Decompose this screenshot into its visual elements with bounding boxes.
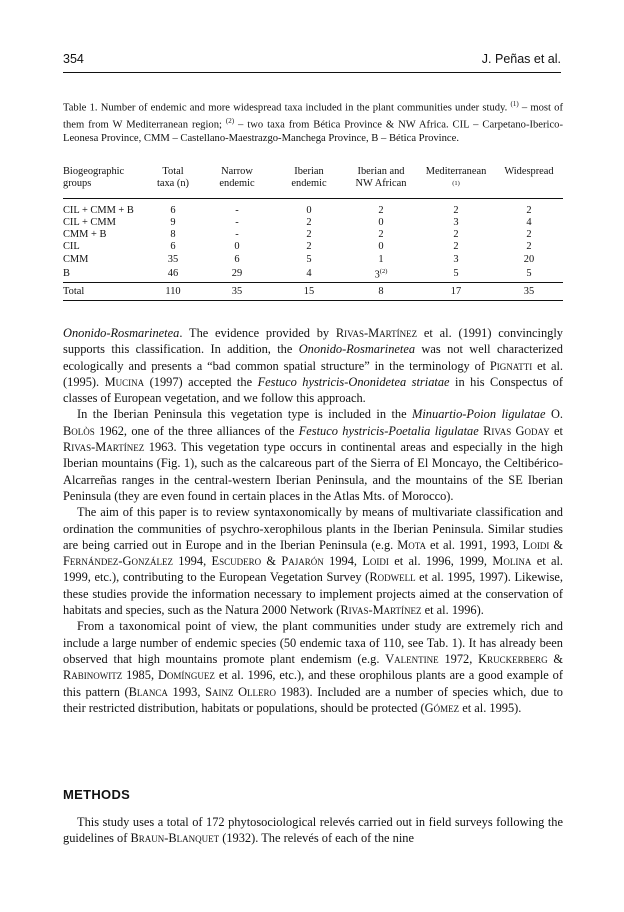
- col-header-iberian-nw: Iberian and NW African: [355, 166, 407, 190]
- paragraph: In the Iberian Peninsula this vegetation type is included in the Minuartio-Poion ligulatae O. Bolòs 1962, one of the three alliances of the Festuco hystricis-Poetalia ligulatae Rivas Goday et Rivas-Martínez 1963. This vegetation type occurs in continental areas and especially in the high Iberian mountains (Fig. 1), such as the calcareous part of the Sierra of El Moncayo, the Celtibérico-Alcarreñas ranges in the central-western Iberian Peninsula, and the mountains of the SE Iberian Peninsula (they are even found in certain places in the Atlas Mts. of Morocco).: [63, 407, 563, 503]
- col-header-biogeographic: Biogeographic groups: [63, 166, 125, 190]
- paragraph: The aim of this paper is to review syntaxonomically by means of multivariate classification and ordination the communities of psychro-xerophilous plants in the Iberian Peninsula. Similar studies are being carried out in Europe and in the Iberian Peninsula (e.g. Mota et al. 1991, 1993, Loidi & Fernández-González 1994, Escudero & Pajarón 1994, Loidi et al. 1996, 1999, Molina et al. 1999, etc.), contributing to the European Vegetation Survey (Rodwell et al. 1995, 1997). Likewise, these studies provide the information necessary to implement projects aimed at the conservation of habitats and species, such as the Natura 2000 Network (Rivas-Martínez et al. 1996).: [63, 505, 564, 618]
- col-header-widespread: Widespread: [504, 166, 554, 177]
- section-heading-methods: METHODS: [63, 787, 131, 802]
- table-footnote-mark: (2): [379, 267, 388, 275]
- table-caption: Table 1. Number of endemic and more widespread taxa included in the plant communities under study. $^{(1)}$ – most of them from W Mediterranean region; $^{(2)}$ – two taxa from Bética Province & NW Africa. CIL – Carpetano-Iberico-Leonesa Province, CMM – Castellano-Maestrazgo-Manchega Province, B – Bética Province.: [63, 100, 564, 144]
- running-header: [63, 52, 561, 70]
- table-row: CIL + CMM + B 6 - 0 2 2 2: [63, 204, 532, 216]
- paragraph: Ononido-Rosmarinetea. The evidence provided by Rivas-Martínez et al. (1991) convincingly supports this classification. In addition, the Ononido-Rosmarinetea was not well characterized ecologically and presents a “bad common spatial structure” in the terminology of Pignatti et al. (1995). Mucina (1997) accepted the Festuco hystricis-Ononidetea striatae in his Conspectus of classes of European vegetation, and we follow this approach.: [63, 326, 563, 406]
- col-header-mediterranean: Mediterranean $^{(1)}$: [425, 166, 487, 188]
- running-authors: J. Peñas et al.: [481, 52, 561, 66]
- table-header-row: [63, 166, 563, 194]
- table-total-row: Total 110 35 15 8 17 35: [63, 282, 563, 298]
- col-header-narrow: Narrow endemic: [219, 166, 255, 190]
- endemic-taxa-table: [63, 166, 563, 301]
- table-row: CMM 35 6 5 1 3 20: [63, 253, 535, 265]
- table-row: CIL + CMM 9 - 2 0 3 4: [63, 217, 532, 229]
- body-text: [63, 325, 563, 716]
- methods-text: [63, 814, 563, 847]
- page-number: 354: [63, 52, 84, 66]
- col-header-total: Total taxa (n): [156, 166, 190, 190]
- col-header-iberian: Iberian endemic: [291, 166, 327, 190]
- paragraph: From a taxonomical point of view, the plant communities under study are extremely rich and include a large number of endemic species (50 endemic taxa of 110, see Tab. 1). It has already been observed that high mountains promote plant endemism (e.g. Valentine 1972, Kruckerberg & Rabinowitz 1985, Domínguez et al. 1996, etc.), and these orophilous plants are a good example of this pattern (Blanca 1993, Sainz Ollero 1983). Included are a number of species which, due to their restricted distribution, habitats or populations, should be protected (Gómez et al. 1995).: [63, 619, 564, 715]
- table-row: CMM + B 8 - 2 2 2 2: [63, 229, 532, 241]
- table-row: B 46 29 4 3$^{(2)}$ 5 5: [63, 267, 532, 281]
- table-row: CIL 6 0 2 0 2 2: [63, 241, 532, 253]
- paragraph: This study uses a total of 172 phytosociological relevés carried out in field surveys following the guidelines of Braun-Blanquet (1932). The relevés of each of the nine: [63, 815, 563, 846]
- header-rule: [63, 72, 561, 73]
